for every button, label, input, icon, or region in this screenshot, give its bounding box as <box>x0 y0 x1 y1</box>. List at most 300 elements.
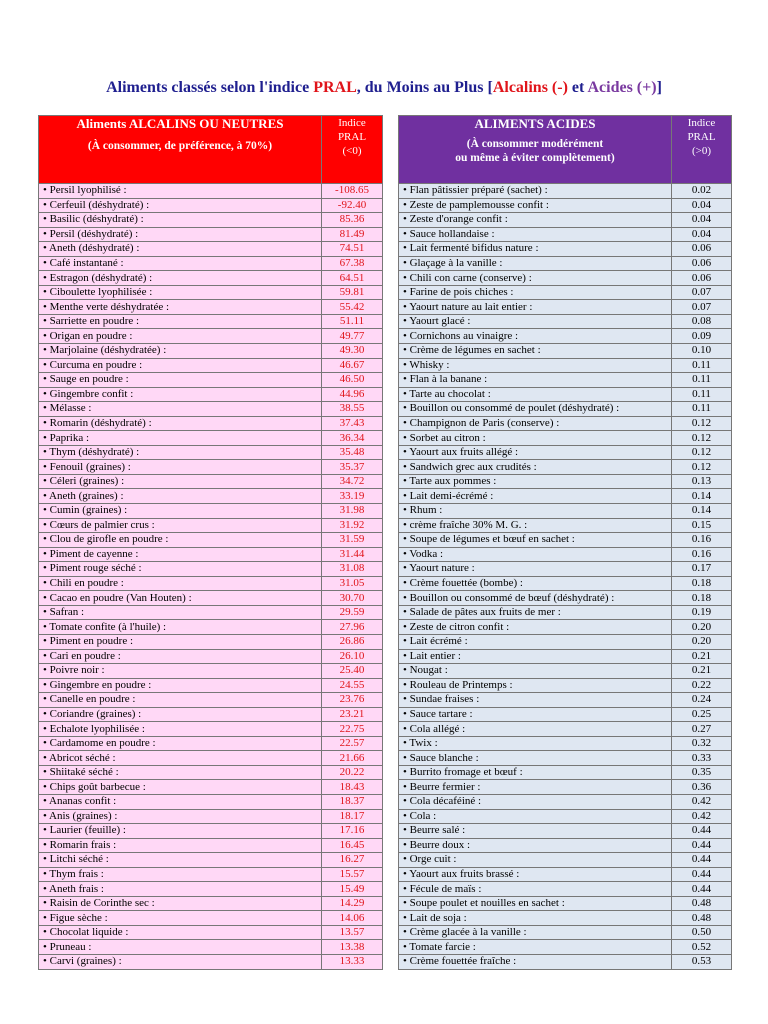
pral-value: 85.36 <box>322 213 383 228</box>
food-name: • Cola allégé : <box>399 722 672 737</box>
food-name: • Poivre noir : <box>39 664 322 679</box>
pral-value: 0.07 <box>672 285 732 300</box>
food-name: • Chili en poudre : <box>39 576 322 591</box>
table-row <box>399 780 732 795</box>
table-row <box>399 285 732 300</box>
pral-value: 34.72 <box>322 474 383 489</box>
food-name: • Chili con carne (conserve) : <box>399 271 672 286</box>
pral-value: 51.11 <box>322 314 383 329</box>
pral-value: 26.10 <box>322 649 383 664</box>
table-row <box>399 387 732 402</box>
food-name: • Lait de soja : <box>399 911 672 926</box>
table-row <box>39 620 383 635</box>
table-row <box>39 707 383 722</box>
pral-value: 31.08 <box>322 562 383 577</box>
table-row <box>39 533 383 548</box>
pral-value: 15.49 <box>322 882 383 897</box>
pral-value: 0.25 <box>672 707 732 722</box>
food-name: • Safran : <box>39 605 322 620</box>
table-row <box>399 678 732 693</box>
pral-value: 38.55 <box>322 402 383 417</box>
food-name: • Sundae fraises : <box>399 693 672 708</box>
table-row <box>399 445 732 460</box>
pral-value: 0.44 <box>672 882 732 897</box>
food-name: • Laurier (feuille) : <box>39 824 322 839</box>
food-name: • Rouleau de Printemps : <box>399 678 672 693</box>
pral-value: 59.81 <box>322 285 383 300</box>
table-row <box>39 518 383 533</box>
table-row <box>39 722 383 737</box>
food-name: • Romarin (déshydraté) : <box>39 416 322 431</box>
acidic-index-range: (>0) <box>691 145 712 157</box>
pral-value: 0.52 <box>672 940 732 955</box>
table-row <box>39 954 383 969</box>
food-name: • Piment rouge séché : <box>39 562 322 577</box>
table-row <box>39 300 383 315</box>
pral-value: 0.11 <box>672 373 732 388</box>
pral-value: 37.43 <box>322 416 383 431</box>
food-name: • Rhum : <box>399 504 672 519</box>
pral-value: 0.04 <box>672 213 732 228</box>
pral-value: 55.42 <box>322 300 383 315</box>
table-row <box>39 373 383 388</box>
pral-value: 0.44 <box>672 867 732 882</box>
table-row <box>399 693 732 708</box>
table-row <box>399 198 732 213</box>
acidic-header-subtitle-1: (À consommer modérément <box>466 138 604 150</box>
food-name: • Echalote lyophilisée : <box>39 722 322 737</box>
pral-value: 46.50 <box>322 373 383 388</box>
food-name: • Lait demi-écrémé : <box>399 489 672 504</box>
food-name: • Flan pâtissier préparé (sachet) : <box>399 184 672 199</box>
food-name: • Paprika : <box>39 431 322 446</box>
alkaline-header-title: Aliments ALCALINS OU NEUTRES <box>76 116 284 131</box>
food-name: • Yaourt aux fruits allégé : <box>399 445 672 460</box>
pral-value: 18.17 <box>322 809 383 824</box>
title-acides: Acides (+) <box>587 79 657 96</box>
table-row <box>39 198 383 213</box>
table-row <box>399 373 732 388</box>
table-row <box>399 911 732 926</box>
pral-value: 0.48 <box>672 911 732 926</box>
alkaline-index-pral: PRAL <box>337 131 367 143</box>
table-row <box>399 344 732 359</box>
food-name: • Menthe verte déshydratée : <box>39 300 322 315</box>
table-row <box>399 765 732 780</box>
pral-value: 0.11 <box>672 358 732 373</box>
table-row <box>399 736 732 751</box>
food-name: • Anis (graines) : <box>39 809 322 824</box>
table-row <box>39 576 383 591</box>
table-row <box>39 736 383 751</box>
table-row <box>39 358 383 373</box>
table-row <box>399 416 732 431</box>
pral-value: 0.35 <box>672 765 732 780</box>
alkaline-header <box>39 116 322 184</box>
table-row <box>39 809 383 824</box>
table-row <box>39 213 383 228</box>
pral-value: 16.27 <box>322 853 383 868</box>
pral-value: 29.59 <box>322 605 383 620</box>
table-row <box>399 853 732 868</box>
food-name: • Sarriette en poudre : <box>39 314 322 329</box>
food-name: • Cumin (graines) : <box>39 504 322 519</box>
table-row <box>39 664 383 679</box>
pral-value: 0.04 <box>672 198 732 213</box>
table-row <box>399 838 732 853</box>
food-name: • Cacao en poudre (Van Houten) : <box>39 591 322 606</box>
table-row <box>399 562 732 577</box>
food-name: • Abricot séché : <box>39 751 322 766</box>
pral-value: 0.44 <box>672 838 732 853</box>
pral-value: 0.36 <box>672 780 732 795</box>
table-row <box>399 925 732 940</box>
pral-value: 27.96 <box>322 620 383 635</box>
table-row <box>399 489 732 504</box>
table-row <box>399 605 732 620</box>
food-name: • Canelle en poudre : <box>39 693 322 708</box>
title-part1: Aliments classés selon l'indice <box>106 79 314 96</box>
table-row <box>399 824 732 839</box>
table-row <box>399 591 732 606</box>
table-row <box>39 634 383 649</box>
table-row <box>399 518 732 533</box>
food-name: • Thym (déshydraté) : <box>39 445 322 460</box>
table-row <box>39 314 383 329</box>
table-row <box>399 227 732 242</box>
table-row <box>399 242 732 257</box>
table-row <box>39 605 383 620</box>
alkaline-header-subtitle: (À consommer, de préférence, à 70%) <box>87 140 273 152</box>
food-name: • Salade de pâtes aux fruits de mer : <box>399 605 672 620</box>
table-row <box>399 896 732 911</box>
table-row <box>39 649 383 664</box>
table-row <box>399 794 732 809</box>
food-name: • Sauce hollandaise : <box>399 227 672 242</box>
pral-value: 44.96 <box>322 387 383 402</box>
title-part4: ] <box>656 79 662 96</box>
table-row <box>399 954 732 969</box>
table-row <box>399 213 732 228</box>
table-row <box>39 794 383 809</box>
food-name: • Beurre fermier : <box>399 780 672 795</box>
food-name: • Litchi séché : <box>39 853 322 868</box>
alkaline-index-label: Indice <box>338 117 366 129</box>
food-name: • Shiitaké séché : <box>39 765 322 780</box>
acidic-header <box>399 116 672 184</box>
pral-value: 31.92 <box>322 518 383 533</box>
acidic-header-subtitle-2: ou même à éviter complètement) <box>455 152 615 164</box>
food-name: • Orge cuit : <box>399 853 672 868</box>
food-name: • Soupe de légumes et bœuf en sachet : <box>399 533 672 548</box>
pral-value: 0.48 <box>672 896 732 911</box>
acidic-foods-table <box>398 115 732 970</box>
food-name: • Zeste de citron confit : <box>399 620 672 635</box>
pral-value: 30.70 <box>322 591 383 606</box>
food-name: • Lait entier : <box>399 649 672 664</box>
pral-value: 0.44 <box>672 824 732 839</box>
table-row <box>399 271 732 286</box>
food-name: • Cola : <box>399 809 672 824</box>
food-name: • Cerfeuil (déshydraté) : <box>39 198 322 213</box>
title-part3: et <box>567 79 588 96</box>
food-name: • Farine de pois chiches : <box>399 285 672 300</box>
pral-value: 23.76 <box>322 693 383 708</box>
pral-value: 0.33 <box>672 751 732 766</box>
table-row <box>399 474 732 489</box>
table-row <box>399 547 732 562</box>
table-row <box>399 460 732 475</box>
food-name: • Céleri (graines) : <box>39 474 322 489</box>
pral-value: 36.34 <box>322 431 383 446</box>
acidic-header-title: ALIMENTS ACIDES <box>474 116 596 131</box>
pral-value: 0.06 <box>672 242 732 257</box>
table-row <box>39 591 383 606</box>
food-name: • Yaourt aux fruits brassé : <box>399 867 672 882</box>
pral-value: 64.51 <box>322 271 383 286</box>
pral-value: 18.43 <box>322 780 383 795</box>
table-row <box>39 765 383 780</box>
pral-value: -108.65 <box>322 184 383 199</box>
food-name: • Gingembre en poudre : <box>39 678 322 693</box>
pral-value: 0.18 <box>672 576 732 591</box>
table-row <box>399 314 732 329</box>
table-row <box>39 824 383 839</box>
pral-value: 13.38 <box>322 940 383 955</box>
table-row <box>399 634 732 649</box>
food-name: • Soupe poulet et nouilles en sachet : <box>399 896 672 911</box>
table-row <box>399 867 732 882</box>
pral-value: 49.77 <box>322 329 383 344</box>
table-row <box>399 300 732 315</box>
table-row <box>39 504 383 519</box>
food-name: • Crème glacée à la vanille : <box>399 925 672 940</box>
food-name: • Ciboulette lyophilisée : <box>39 285 322 300</box>
pral-value: 0.44 <box>672 853 732 868</box>
pral-value: 0.32 <box>672 736 732 751</box>
food-name: • Glaçage à la vanille : <box>399 256 672 271</box>
table-row <box>39 925 383 940</box>
table-row <box>39 751 383 766</box>
pral-value: 22.57 <box>322 736 383 751</box>
table-row <box>39 780 383 795</box>
table-row <box>399 707 732 722</box>
table-row <box>39 402 383 417</box>
pral-value: 67.38 <box>322 256 383 271</box>
table-row <box>39 693 383 708</box>
pral-value: 13.57 <box>322 925 383 940</box>
table-row <box>39 184 383 199</box>
table-row <box>39 838 383 853</box>
food-name: • Figue sèche : <box>39 911 322 926</box>
pral-value: 0.12 <box>672 445 732 460</box>
food-name: • Yaourt nature : <box>399 562 672 577</box>
pral-value: 0.53 <box>672 954 732 969</box>
table-row <box>39 547 383 562</box>
food-name: • Coriandre (graines) : <box>39 707 322 722</box>
food-name: • Fenouil (graines) : <box>39 460 322 475</box>
pral-value: 49.30 <box>322 344 383 359</box>
pral-value: 0.21 <box>672 664 732 679</box>
food-name: • Lait fermenté bifidus nature : <box>399 242 672 257</box>
food-name: • Persil (déshydraté) : <box>39 227 322 242</box>
table-row <box>39 460 383 475</box>
food-name: • Zeste de pamplemousse confit : <box>399 198 672 213</box>
table-row <box>39 344 383 359</box>
table-row <box>39 882 383 897</box>
food-name: • Gingembre confit : <box>39 387 322 402</box>
table-row <box>399 184 732 199</box>
pral-value: 0.15 <box>672 518 732 533</box>
pral-value: 0.14 <box>672 504 732 519</box>
pral-value: 0.09 <box>672 329 732 344</box>
food-name: • Aneth (déshydraté) : <box>39 242 322 257</box>
pral-value: 0.20 <box>672 620 732 635</box>
pral-value: -92.40 <box>322 198 383 213</box>
pral-value: 46.67 <box>322 358 383 373</box>
food-name: • Curcuma en poudre : <box>39 358 322 373</box>
pral-value: 0.12 <box>672 416 732 431</box>
food-name: • Lait écrémé : <box>399 634 672 649</box>
food-name: • Fécule de maïs : <box>399 882 672 897</box>
table-row <box>39 329 383 344</box>
food-name: • Clou de girofle en poudre : <box>39 533 322 548</box>
table-row <box>39 387 383 402</box>
food-name: • Tarte au chocolat : <box>399 387 672 402</box>
table-row <box>39 867 383 882</box>
acidic-index-label: Indice <box>687 117 716 129</box>
pral-value: 33.19 <box>322 489 383 504</box>
food-name: • Champignon de Paris (conserve) : <box>399 416 672 431</box>
pral-value: 31.98 <box>322 504 383 519</box>
table-row <box>39 271 383 286</box>
pral-value: 21.66 <box>322 751 383 766</box>
pral-value: 16.45 <box>322 838 383 853</box>
food-name: • Carvi (graines) : <box>39 954 322 969</box>
food-name: • Crème fouettée fraîche : <box>399 954 672 969</box>
alkaline-index-header <box>322 116 383 184</box>
pral-value: 0.13 <box>672 474 732 489</box>
pral-value: 14.29 <box>322 896 383 911</box>
pral-value: 0.21 <box>672 649 732 664</box>
food-name: • Nougat : <box>399 664 672 679</box>
food-name: • Romarin frais : <box>39 838 322 853</box>
food-name: • Origan en poudre : <box>39 329 322 344</box>
title-alcalins: Alcalins (-) <box>492 79 568 96</box>
pral-value: 26.86 <box>322 634 383 649</box>
pral-value: 31.59 <box>322 533 383 548</box>
pral-value: 0.02 <box>672 184 732 199</box>
pral-value: 0.12 <box>672 431 732 446</box>
food-name: • Beurre salé : <box>399 824 672 839</box>
pral-value: 15.57 <box>322 867 383 882</box>
food-name: • Piment de cayenne : <box>39 547 322 562</box>
table-row <box>399 751 732 766</box>
table-row <box>399 256 732 271</box>
food-name: • Flan à la banane : <box>399 373 672 388</box>
table-row <box>399 431 732 446</box>
food-name: • crème fraîche 30% M. G. : <box>399 518 672 533</box>
food-name: • Yaourt nature au lait entier : <box>399 300 672 315</box>
table-row <box>399 809 732 824</box>
pral-value: 0.20 <box>672 634 732 649</box>
table-row <box>399 882 732 897</box>
pral-value: 31.44 <box>322 547 383 562</box>
title-part2: , du Moins au Plus [ <box>356 79 493 96</box>
food-name: • Tomate confite (à l'huile) : <box>39 620 322 635</box>
table-row <box>39 678 383 693</box>
food-name: • Cardamome en poudre : <box>39 736 322 751</box>
pral-value: 0.18 <box>672 591 732 606</box>
table-row <box>399 576 732 591</box>
food-name: • Beurre doux : <box>399 838 672 853</box>
food-name: • Basilic (déshydraté) : <box>39 213 322 228</box>
table-row <box>39 285 383 300</box>
table-row <box>399 649 732 664</box>
pral-value: 24.55 <box>322 678 383 693</box>
pral-value: 0.06 <box>672 256 732 271</box>
table-row <box>399 940 732 955</box>
pral-value: 0.50 <box>672 925 732 940</box>
alkaline-index-range: (<0) <box>342 145 362 157</box>
pral-value: 17.16 <box>322 824 383 839</box>
food-name: • Crème de légumes en sachet : <box>399 344 672 359</box>
pral-value: 25.40 <box>322 664 383 679</box>
alkaline-foods-table <box>38 115 383 970</box>
pral-value: 20.22 <box>322 765 383 780</box>
food-name: • Aneth frais : <box>39 882 322 897</box>
table-row <box>39 896 383 911</box>
table-row <box>39 227 383 242</box>
food-name: • Cœurs de palmier crus : <box>39 518 322 533</box>
food-name: • Tomate farcie : <box>399 940 672 955</box>
page-title <box>0 79 768 99</box>
pral-value: 23.21 <box>322 707 383 722</box>
pral-value: 0.16 <box>672 533 732 548</box>
pral-value: 22.75 <box>322 722 383 737</box>
pral-value: 0.04 <box>672 227 732 242</box>
table-row <box>399 722 732 737</box>
food-name: • Piment en poudre : <box>39 634 322 649</box>
pral-value: 0.19 <box>672 605 732 620</box>
pral-value: 0.08 <box>672 314 732 329</box>
food-name: • Sauce tartare : <box>399 707 672 722</box>
pral-value: 18.37 <box>322 794 383 809</box>
pral-value: 0.42 <box>672 794 732 809</box>
food-name: • Marjolaine (déshydratée) : <box>39 344 322 359</box>
food-name: • Bouillon ou consommé de poulet (déshydraté) : <box>399 402 672 417</box>
table-row <box>39 489 383 504</box>
title-pral: PRAL <box>313 79 357 96</box>
pral-value: 0.10 <box>672 344 732 359</box>
pral-value: 0.06 <box>672 271 732 286</box>
acidic-index-pral: PRAL <box>687 131 716 143</box>
table-row <box>399 664 732 679</box>
pral-value: 0.12 <box>672 460 732 475</box>
table-row <box>39 911 383 926</box>
food-name: • Vodka : <box>399 547 672 562</box>
pral-value: 35.37 <box>322 460 383 475</box>
food-name: • Crème fouettée (bombe) : <box>399 576 672 591</box>
food-name: • Burrito fromage et bœuf : <box>399 765 672 780</box>
food-name: • Sauce blanche : <box>399 751 672 766</box>
food-name: • Sorbet au citron : <box>399 431 672 446</box>
table-row <box>399 504 732 519</box>
table-row <box>399 620 732 635</box>
table-row <box>399 329 732 344</box>
table-row <box>39 562 383 577</box>
table-row <box>39 242 383 257</box>
